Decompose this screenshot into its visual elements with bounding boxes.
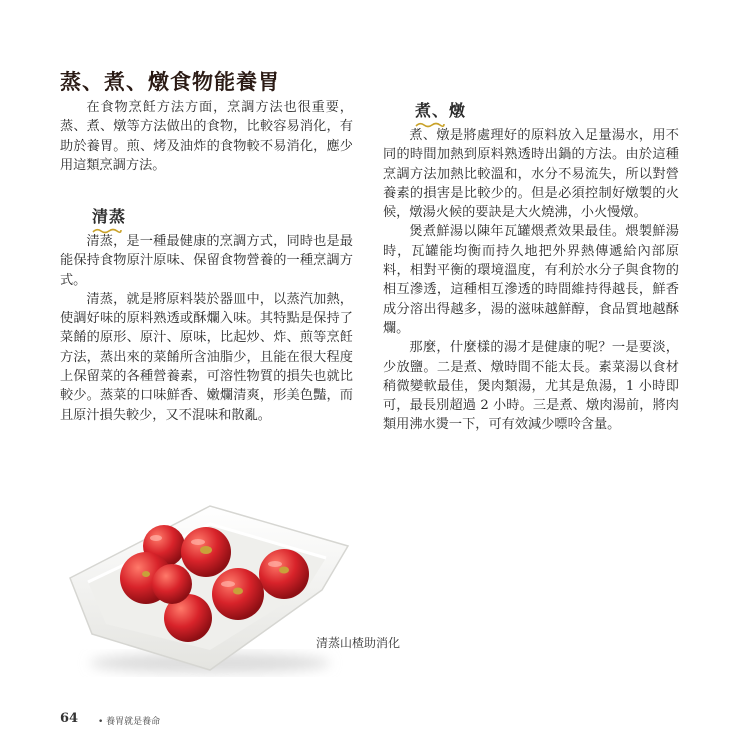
steamed-hawthorn-bowl-icon [60, 478, 360, 678]
section-heading-stew [415, 98, 466, 128]
stew-paragraph-3: 那麼，什麼樣的湯才是健康的呢？一是要淡，少放鹽。二是煮、燉時間不能太長。素菜湯以食材稍微變軟最佳，煲肉類湯，尤其是魚湯，1 小時即可，最長別超過 2 小時。三是煮、燉肉湯前，將肉類用沸水燙一下，可有效減少嘌呤含量。 [383, 340, 679, 433]
intro-paragraph [60, 98, 353, 175]
page-number: 64 [60, 711, 79, 726]
section-heading-stew-text: 煮、燉 [415, 101, 467, 120]
steam-paragraph-1: 清蒸，是一種最健康的烹調方式，同時也是最能保持食物原汁原味、保留食物營養的一種烹調方式。 [60, 234, 353, 288]
stew-paragraph-2: 煲煮鮮湯以陳年瓦罐煨煮效果最佳。煨製鮮湯時，瓦罐能均衡而持久地把外界熱傳遞給內部原料，相對平衡的環境溫度，有利於水分子與食物的相互滲透，這種相互滲透的時間維持得越長，鮮香成分溶出得越多，湯的滋味越鮮醇，食品質地越酥爛。 [383, 224, 679, 336]
photo-caption: 清蒸山楂助消化 [316, 636, 401, 650]
section-stew-body [383, 126, 679, 435]
section-heading-steam [92, 204, 126, 234]
stew-paragraph-1: 煮、燉是將處理好的原料放入足量湯水，用不同的時間加熱到原料熟透時出鍋的方法。由於這種烹調方法加熱比較溫和，水分不易流失，所以對營養素的損害是比較少的。但是必須控制好燉製的火候，燉湯火候的要訣是大火燒沸，小火慢燉。 [383, 128, 679, 221]
section-steam-body [60, 232, 353, 425]
intro-text: 在食物烹飪方法方面，烹調方法也很重要，蒸、煮、燉等方法做出的食物，比較容易消化，有助於養胃。煎、烤及油炸的食物較不易消化，應少用這類烹調方法。 [60, 100, 353, 173]
running-head: • 養胃就是養命 [98, 717, 161, 727]
section-heading-steam-text: 清蒸 [92, 207, 127, 226]
steam-paragraph-2: 清蒸，就是將原料裝於器皿中，以蒸汽加熱，使調好味的原料熟透或酥爛入味。其特點是保持了菜餚的原形、原汁、原味，比起炒、炸、煎等烹飪方法，蒸出來的菜餚所含油脂少，且能在很大程度上保留菜的各種營養素，可溶性物質的損失也就比較少。蒸菜的口味鮮香、嫩爛清爽，形美色豔，而且原汁損失較少，又不混味和散亂。 [60, 291, 353, 423]
page-title: 蒸、煮、燉食物能養胃 [60, 70, 280, 94]
